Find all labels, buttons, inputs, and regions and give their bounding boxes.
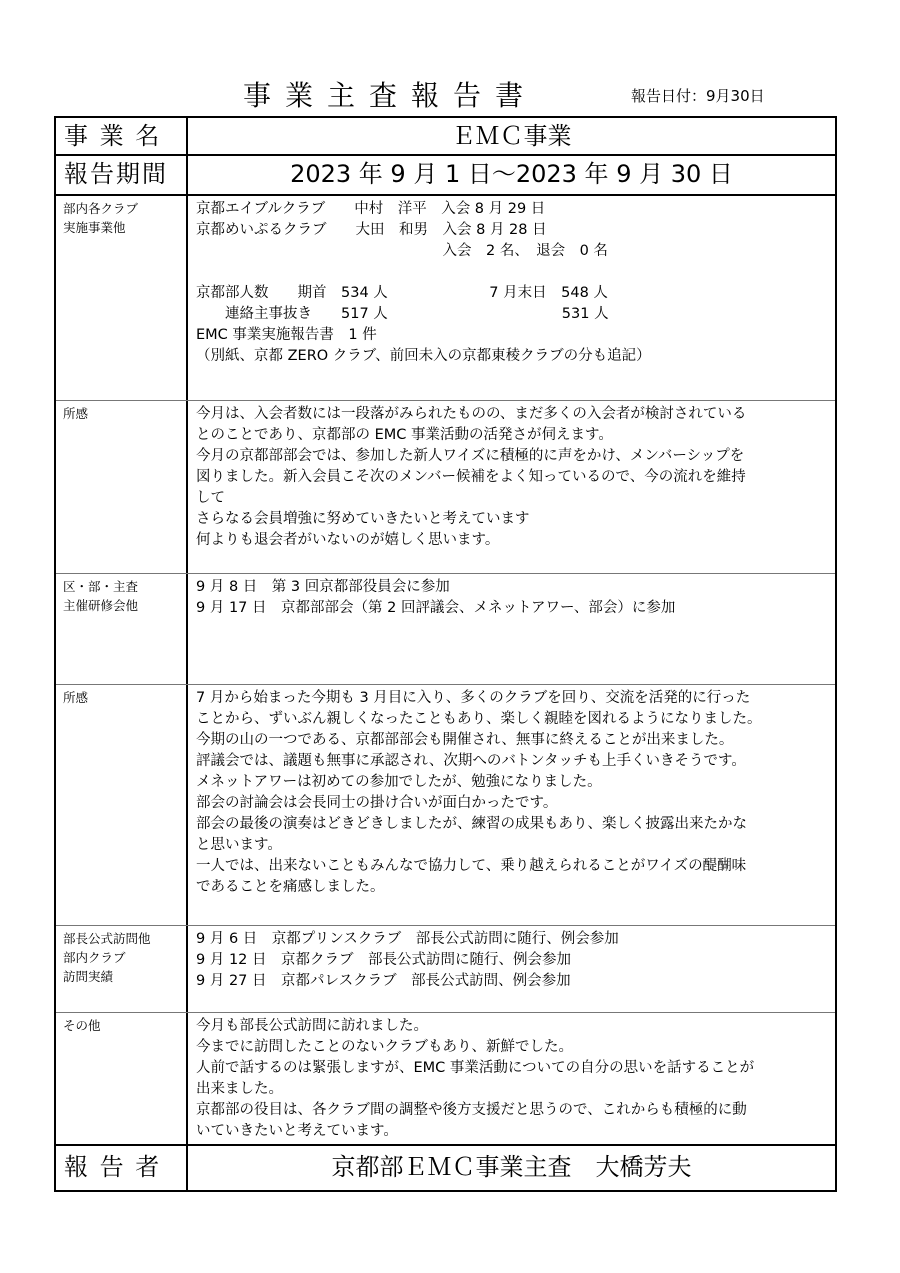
content-line: して [196,490,225,506]
district-meetings-label [56,574,188,684]
visits-label [56,926,188,1012]
content-line: 評議会では、議題も無事に承認され、次期へのバトンタッチも上手くいきそうです。 [196,753,746,769]
content-line: 今月も部長公式訪問に訪れました。 [196,1018,428,1034]
report-period-value: 2023 年 9 月 1 日〜2023 年 9 月 30 日 [290,160,733,188]
content-line: 京都部の役目は、各クラブ間の調整や後方支援だと思うので、これからも積極的に動 [196,1102,747,1118]
content-line: 今期の山の一つである、京都部部会も開催され、無事に終えることが出来ました。 [196,732,734,748]
impression2-row [56,684,835,925]
content-line [196,262,827,283]
content-line: ことから、ずいぶん親しくなったこともあり、楽しく親睦を図れるようになりました。 [196,711,762,727]
report-table [54,116,837,1192]
content-line: 出来ました。 [196,1081,283,1097]
impression1-label: 所感 [56,401,188,573]
label-line: 主催研修会他 [63,598,139,613]
content-line: （別紙、京都 ZERO クラブ、前回未入の京都東稜クラブの分も追記） [196,348,651,364]
content-line: 9 月 17 日 京都部部会（第 2 回評議会、メネットアワー、部会）に参加 [196,600,676,616]
content-line: 人前で話するのは緊張しますが、EMC 事業活動についての自分の思いを話することが [196,1060,755,1076]
content-line: 部会の最後の演奏はどきどきしましたが、練習の成果もあり、楽しく披露出来たかな [196,816,747,832]
content-line: 9 月 12 日 京都クラブ 部長公式訪問に随行、例会参加 [196,952,572,968]
label-line: 部内各クラブ [63,201,139,216]
content-line: 9 月 8 日 第 3 回京都部役員会に参加 [196,579,450,595]
district-meetings-content [188,574,835,684]
content-line: 連絡主事抜き 517 人 531 人 [196,306,609,322]
club-activities-content [188,196,835,400]
other-row [56,1012,835,1144]
content-line: 入会 2 名、 退会 0 名 [196,243,608,259]
label-line: 訪問実績 [63,969,114,984]
content-line: いていきたいと考えています。 [196,1123,398,1139]
content-line: とのことであり、京都部の EMC 事業活動の活発さが伺えます。 [196,427,613,443]
other-content [188,1013,835,1144]
club-activities-label [56,196,188,400]
reporter-row [56,1144,835,1190]
content-line: 9 月 6 日 京都プリンスクラブ 部長公式訪問に随行、例会参加 [196,931,619,947]
label-line: 部長公式訪問他 [63,931,151,946]
content-line: 図りました。新入会員こそ次のメンバー候補をよく知っているので、今の流れを維持 [196,469,746,485]
content-line: EMC 事業実施報告書 1 件 [196,327,377,343]
club-activities-row [56,194,835,400]
impression1-content [188,401,835,573]
document-header [0,74,900,114]
document-title: 事業主査報告書 [243,79,538,112]
content-line: 7 月から始まった今期も 3 月目に入り、多くのクラブを回り、交流を活発的に行った [196,690,751,706]
impression1-row [56,400,835,573]
label-line: 実施事業他 [63,220,126,235]
reporter-label: 報 告 者 [56,1146,188,1190]
content-line: 一人では、出来ないこともみんなで協力して、乗り越えられることがワイズの醍醐味 [196,858,747,874]
visits-content [188,926,835,1012]
content-line: 京都めいぷるクラブ 大田 和男 入会 8 月 28 日 [196,222,547,238]
content-line: 9 月 27 日 京都パレスクラブ 部長公式訪問、例会参加 [196,973,571,989]
content-line: 何よりも退会者がいないのが嬉しく思います。 [196,532,500,548]
report-date: 報告日付：9月30日 [631,87,765,105]
impression2-label: 所感 [56,685,188,925]
content-line: 今までに訪問したことのないクラブもあり、新鮮でした。 [196,1039,573,1055]
content-line: メネットアワーは初めての参加でしたが、勉強になりました。 [196,774,602,790]
business-name-value: ＥＭＣ事業 [451,122,572,150]
other-label: その他 [56,1013,188,1144]
content-line: と思います。 [196,837,282,853]
content-line: 今月の京都部部会では、参加した新人ワイズに積極的に声をかけ、メンバーシップを [196,448,745,464]
content-line: 部会の討論会は会長同士の掛け合いが面白かったです。 [196,795,558,811]
reporter-value: 京都部ＥＭＣ事業主査 大橋芳夫 [331,1153,692,1181]
visits-row [56,925,835,1012]
label-line: 区・部・主査 [63,579,139,594]
label-line: 部内クラブ [63,950,126,965]
content-line: さらなる会員増強に努めていきたいと考えています [196,511,530,527]
report-period-label: 報告期間 [56,156,188,194]
business-name-label: 事 業 名 [56,118,188,154]
report-period-row [56,154,835,194]
district-meetings-row [56,573,835,684]
content-line: であることを痛感しました。 [196,879,385,895]
content-line: 京都エイブルクラブ 中村 洋平 入会 8 月 29 日 [196,201,546,217]
content-line: 京都部人数 期首 534 人 7 月末日 548 人 [196,285,608,301]
impression2-content [188,685,835,925]
content-line: 今月は、入会者数には一段落がみられたものの、まだ多くの入会者が検討されている [196,406,747,422]
business-name-row [56,118,835,154]
